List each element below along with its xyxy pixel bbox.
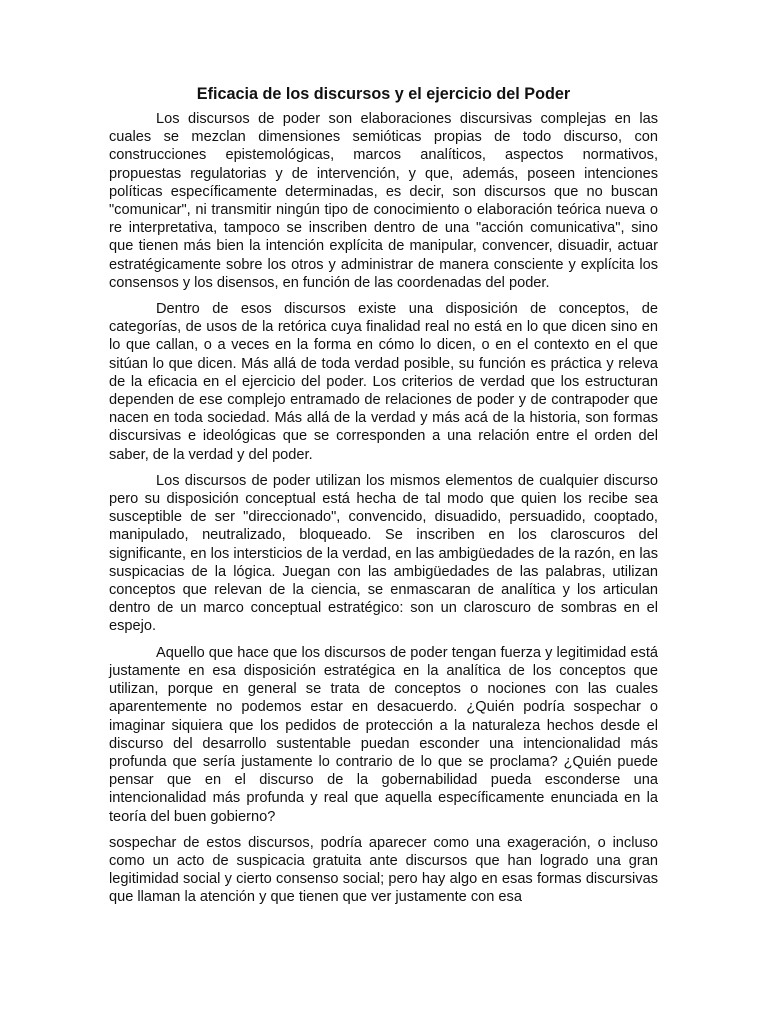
paragraph-2: Dentro de esos discursos existe una disposición de conceptos, de categorías, de usos de la retórica cuya finalidad real no está en lo que dicen sino en lo que callan, o a veces en la forma en cómo lo dicen, o en el contexto en el que sitúan lo que dicen. Más allá de toda verdad posible, su función es práctica y releva de la eficacia en el ejercicio del poder. Los criterios de verdad que los estructuran dependen de ese complejo entramado de relaciones de poder y de contrapoder que nacen en toda sociedad. Más allá de la verdad y más acá de la historia, son formas discursivas e ideológicas que se corresponden a una relación entre el orden del saber, de la verdad y del poder. <box>109 301 658 463</box>
paragraph-1: Los discursos de poder son elaboraciones discursivas complejas en las cuales se mezclan dimensiones semióticas propias de todo discurso, con construcciones epistemológicas, marcos analíticos, aspectos normativos, propuestas regulatorias y de intervención, y que, además, poseen intenciones políticas específicamente determinadas, es decir, son discursos que no buscan "comunicar", ni transmitir ningún tipo de conocimiento o elaboración teórica nueva o re interpretativa, tampoco se inscriben dentro de una "acción comunicativa", sino que tienen más bien la intención explícita de manipular, convencer, disuadir, actuar estratégicamente sobre los otros y administrar de manera consciente y explícita los consensos y los disensos, en función de las coordenadas del poder. <box>109 111 658 291</box>
paragraph-5: sospechar de estos discursos, podría aparecer como una exageración, o incluso como un acto de suspicacia gratuita ante discursos que han logrado una gran legitimidad social y cierto consenso social; pero hay algo en esas formas discursivas que llaman la atención y que tienen que ver justamente con esa <box>109 834 658 906</box>
paragraph-4: Aquello que hace que los discursos de poder tengan fuerza y legitimidad está justamente en esa disposición estratégica en la analítica de los conceptos que utilizan, porque en general se trata de conceptos o nociones con las cuales aparentemente no podemos estar en desacuerdo. ¿Quién podría sospechar o imaginar siquiera que los pedidos de protección a la naturaleza hechos desde el discurso del desarrollo sustentable puedan esconder una intencionalidad más profunda que sería justamente lo contrario de lo que se proclama? ¿Quién puede pensar que en el discurso de la gobernabilidad pueda esconderse una intencionalidad más profunda y real que aquella específicamente enunciada en la teoría del buen gobierno? <box>109 644 658 825</box>
paragraph-3: Los discursos de poder utilizan los mismos elementos de cualquier discurso pero su disposición conceptual está hecha de tal modo que quien los recibe sea susceptible de ser "direccionado", convencido, disuadido, persuadido, cooptado, manipulado, neutralizado, bloqueado. Se inscriben en los claroscuros del significante, en los intersticios de la verdad, en las ambigüedades de la razón, en las suspicacias de la lógica. Juegan con las ambigüedades de las palabras, utilizan conceptos que relevan de la ciencia, se enmascaran de analítica y los articulan dentro de un marco conceptual estratégico: son un claroscuro de sombras en el espejo. <box>109 472 658 635</box>
document-page <box>109 84 658 915</box>
document-title: Eficacia de los discursos y el ejercicio del Poder <box>196 85 571 103</box>
